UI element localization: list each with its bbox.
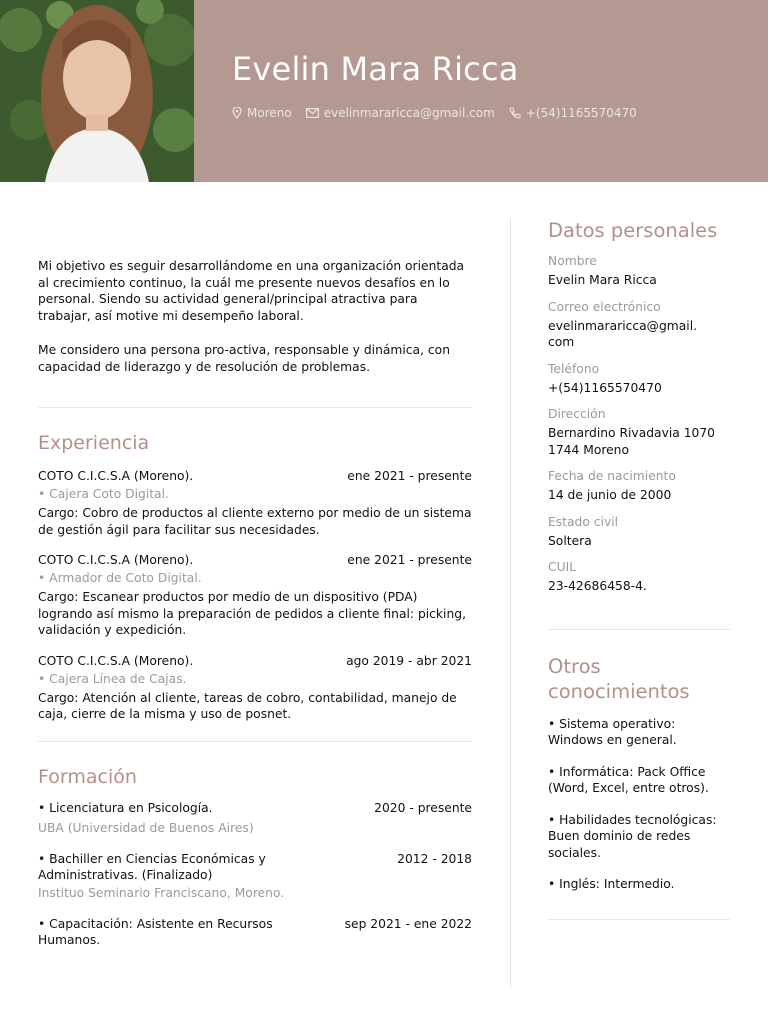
job-company: COTO C.I.C.S.A (Moreno). [38, 653, 194, 668]
education-dates: 2012 - 2018 [397, 851, 472, 866]
field-value: Bernardino Rivadavia 1070 1744 Moreno [548, 426, 716, 457]
skill-item: • Inglés: Intermedio. [548, 877, 675, 891]
field-value: Evelin Mara Ricca [548, 273, 657, 287]
job-role: • Armador de Coto Digital. [38, 571, 202, 585]
job-dates: ene 2021 - presente [347, 553, 472, 567]
personal-data-list [548, 253, 730, 595]
field-label: Dirección [548, 407, 606, 421]
skill-item: • Habilidades tecnológicas: Buen dominio de redes sociales. [548, 812, 717, 860]
job-role: • Cajera Línea de Cajas. [38, 671, 187, 686]
summary-paragraph: Me considero una persona pro-activa, responsable y dinámica, con capacidad de liderazgo y de resolución de problemas. [38, 343, 450, 374]
education-title: Formación [38, 765, 137, 788]
education-dates: 2020 - presente [374, 800, 472, 815]
job-dates: ene 2021 - presente [347, 469, 472, 483]
experience-section [38, 432, 472, 723]
candidate-name: Evelin Mara Ricca [232, 50, 519, 88]
section-divider [548, 919, 730, 920]
location-pin-icon [232, 107, 242, 119]
education-item [38, 851, 472, 902]
education-degree: • Capacitación: Asistente en Recursos Humanos. [38, 916, 273, 947]
sidebar-column [548, 218, 730, 920]
header-banner [0, 0, 768, 182]
experience-title: Experiencia [38, 432, 150, 454]
personal-field [548, 514, 730, 550]
field-label: Estado civil [548, 514, 619, 529]
section-divider [38, 741, 472, 742]
phone-text[interactable]: +(54)1165570470 [525, 106, 637, 120]
location-text: Moreno [247, 106, 292, 120]
contact-phone[interactable] [509, 106, 637, 120]
field-label: Teléfono [548, 361, 600, 376]
field-value[interactable]: +(54)1165570470 [548, 380, 662, 395]
skills-list [548, 716, 730, 893]
experience-item [38, 468, 472, 538]
education-degree: • Licenciatura en Psicología. [38, 800, 213, 815]
personal-field [548, 361, 730, 397]
job-description: Cargo: Cobro de productos al cliente externo por medio de un sistema de gestión ágil para facilitar sus necesidades. [38, 506, 472, 537]
section-divider [548, 629, 730, 630]
field-value: 23-42686458-4. [548, 579, 647, 593]
experience-item [38, 653, 472, 723]
personal-field [548, 299, 730, 351]
personal-field [548, 253, 730, 289]
job-dates: ago 2019 - abr 2021 [346, 653, 472, 668]
education-degree: • Bachiller en Ciencias Económicas y Administrativas. (Finalizado) [38, 851, 266, 882]
personal-field [548, 406, 730, 458]
field-label: Correo electrónico [548, 299, 661, 314]
education-institution: UBA (Universidad de Buenos Aires) [38, 820, 254, 835]
job-company: COTO C.I.C.S.A (Moreno). [38, 469, 194, 483]
column-separator [510, 218, 511, 988]
contact-bar [232, 106, 651, 120]
personal-field [548, 468, 730, 504]
personal-field [548, 559, 730, 595]
field-label: Fecha de nacimiento [548, 469, 676, 483]
field-label: Nombre [548, 254, 597, 268]
job-description: Cargo: Escanear productos por medio de un dispositivo (PDA) logrando así mismo la preparación de pedidos a cliente final: picking, validación y expedición. [38, 590, 466, 637]
personal-data-title: Datos personales [548, 219, 718, 242]
education-item [38, 800, 472, 837]
email-text[interactable]: evelinmararicca@gmail.com [323, 106, 495, 120]
job-role: • Cajera Coto Digital. [38, 487, 169, 501]
phone-icon [509, 107, 521, 119]
envelope-icon [306, 108, 319, 118]
education-institution: Instituo Seminario Franciscano, Moreno. [38, 885, 285, 900]
education-dates: sep 2021 - ene 2022 [344, 916, 472, 931]
skill-item: • Sistema operativo: Windows en general. [548, 716, 677, 747]
field-value: 14 de junio de 2000 [548, 488, 672, 502]
summary-paragraph: Mi objetivo es seguir desarrollándome en una organización orientada al crecimiento continuo, la cuál me presente nuevos desafíos en lo personal. Siendo su actividad general/principal atractiva para trabajar, así motive mi desempeño laboral. [38, 259, 465, 323]
education-item [38, 916, 472, 948]
contact-location [232, 106, 292, 120]
skill-item: • Informática: Pack Office (Word, Excel, entre otros). [548, 764, 709, 795]
profile-summary [38, 258, 472, 375]
contact-email[interactable] [306, 106, 495, 120]
skills-title: Otros conocimientos [548, 654, 690, 703]
job-company: COTO C.I.C.S.A (Moreno). [38, 553, 194, 567]
job-description: Cargo: Atención al cliente, tareas de cobro, contabilidad, manejo de caja, cierre de la misma y uso de posnet. [38, 690, 457, 721]
profile-photo [0, 0, 194, 182]
field-value[interactable]: evelinmararicca@gmail. com [548, 318, 698, 349]
main-column [38, 258, 472, 962]
education-section [38, 766, 472, 948]
section-divider [38, 407, 472, 408]
experience-item [38, 552, 472, 639]
field-label: CUIL [548, 560, 577, 574]
field-value: Soltera [548, 533, 592, 548]
